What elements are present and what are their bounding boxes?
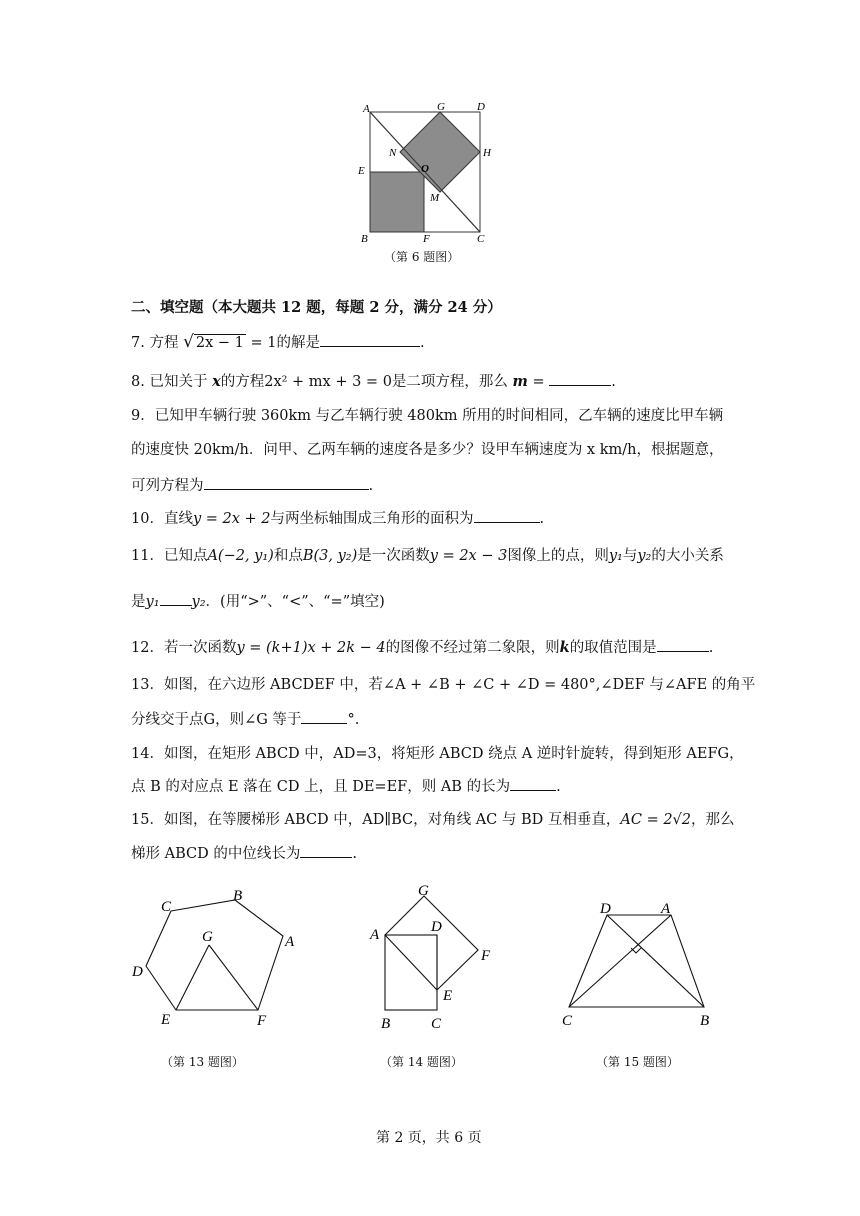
q9-answer-blank[interactable] xyxy=(204,475,369,490)
q8-num: 8. xyxy=(131,374,145,390)
q15-text-c: ，那么 xyxy=(691,812,735,828)
fig6-label-C: C xyxy=(477,233,485,245)
question-12 xyxy=(131,637,713,658)
q15-text-a: 15．如图，在等腰梯形 ABCD 中，AD∥BC，对角线 AC 与 BD 互相垂直， xyxy=(131,812,621,828)
question-15-line-1 xyxy=(131,810,735,830)
question-9-line-2: 的速度快 20km/h．问甲、乙两车辆的速度各是多少？设甲车辆速度为 x km/h，根据题意， xyxy=(131,442,724,458)
question-9-line-1: 9．已知甲车辆行驶 360km 与乙车辆行驶 480km 所用的时间相同，乙车辆的速度比甲车辆 xyxy=(131,408,724,424)
q15-answer-blank[interactable] xyxy=(300,843,352,858)
q8-text-a: 已知关于 xyxy=(149,374,208,390)
fig6-label-A: A xyxy=(363,103,370,115)
q15-ac-value: AC = 2√2 xyxy=(620,812,692,828)
figure-6-caption: （第 6 题图） xyxy=(384,250,460,264)
q10-text-b: 与两坐标轴围成三角形的面积为 xyxy=(270,511,474,527)
q12-text-b: 的图像不经过第二象限，则 xyxy=(385,640,560,656)
q13-answer-blank[interactable] xyxy=(301,709,347,724)
fig15-label-A: A xyxy=(661,901,671,917)
q8-end: . xyxy=(611,374,616,390)
fig15-label-C: C xyxy=(562,1013,573,1029)
fig6-label-F: F xyxy=(423,233,430,245)
figure-15-caption: （第 15 题图） xyxy=(596,1055,679,1069)
q11-text-b: 是一次函数 xyxy=(357,548,430,564)
q7-radical-sign: √ xyxy=(183,332,194,352)
fig13-label-F: F xyxy=(257,1013,267,1029)
fig13-label-B: B xyxy=(233,888,243,904)
q11-text-c: 图像上的点，则 xyxy=(507,548,609,564)
question-14-line-1: 14．如图，在矩形 ABCD 中，AD=3，将矩形 ABCD 绕点 A 逆时针旋转，得到矩形 AEFG， xyxy=(131,746,744,762)
fig13-label-D: D xyxy=(132,964,143,980)
question-13-line-2 xyxy=(131,709,359,730)
fig15-label-B: B xyxy=(700,1013,710,1029)
q11-text-d: 的大小关系 xyxy=(651,548,724,564)
fig14-label-D: D xyxy=(431,919,442,935)
q7-text-b: = 1的解是 xyxy=(250,335,320,351)
q7-end: . xyxy=(420,335,425,351)
q13-text-l2: 分线交于点G，则∠G 等于 xyxy=(131,712,302,728)
fig14-label-G: G xyxy=(418,883,429,899)
q14-end: . xyxy=(556,779,561,795)
q11-l2-y2: y₂ xyxy=(191,594,206,610)
page-footer: 第 2 页，共 6 页 xyxy=(376,1130,482,1146)
fig13-label-A: A xyxy=(285,934,295,950)
fig6-label-E: E xyxy=(358,165,365,177)
q11-y2: y₂ xyxy=(637,548,652,564)
fig6-label-D: D xyxy=(477,101,485,113)
figure-13 xyxy=(125,880,315,1030)
figure-6 xyxy=(355,100,505,245)
q15-text-l2: 梯形 ABCD 的中位线长为 xyxy=(131,846,301,862)
fig6-label-B: B xyxy=(361,233,368,245)
q9-text-l3: 可列方程为 xyxy=(131,478,204,494)
question-15-line-2 xyxy=(131,843,357,864)
q12-k: k xyxy=(559,639,570,656)
q11-point-B: B(3, y₂) xyxy=(302,548,358,564)
q7-answer-blank[interactable] xyxy=(320,332,420,347)
q12-answer-blank[interactable] xyxy=(657,637,709,652)
q9-end: . xyxy=(368,478,374,494)
fig6-label-G: G xyxy=(437,101,445,113)
question-13-line-1: 13．如图，在六边形 ABCDEF 中，若∠A + ∠B + ∠C + ∠D = 480°,∠DEF 与∠AFE 的角平 xyxy=(131,677,756,693)
fig6-label-H: H xyxy=(483,147,491,159)
q14-text-l2: 点 B 的对应点 E 落在 CD 上，且 DE=EF，则 AB 的长为 xyxy=(131,779,511,795)
figure-15 xyxy=(555,895,720,1035)
q10-answer-blank[interactable] xyxy=(474,508,540,523)
fig6-label-O: O xyxy=(421,163,429,175)
fig13-label-G: G xyxy=(202,929,213,945)
q12-expr: y = (k+1)x + 2k − 4 xyxy=(236,640,386,656)
q14-answer-blank[interactable] xyxy=(510,776,556,791)
q10-text-a: 10．直线 xyxy=(131,511,193,527)
q12-text-a: 12．若一次函数 xyxy=(131,640,237,656)
fig14-label-B: B xyxy=(381,1016,391,1032)
question-11-line-1 xyxy=(131,546,724,566)
q11-expr: y = 2x − 3 xyxy=(429,548,508,564)
figure-14-caption: （第 14 题图） xyxy=(380,1055,463,1069)
q11-answer-blank[interactable] xyxy=(160,591,192,606)
q11-point-A: A(−2, y₁) xyxy=(207,548,274,564)
q8-x: x xyxy=(212,373,221,390)
fig14-label-F: F xyxy=(481,948,491,964)
figure-14 xyxy=(365,878,505,1036)
fig15-label-D: D xyxy=(600,901,611,917)
q12-end: . xyxy=(708,640,714,656)
q11-l2-a: 是 xyxy=(131,594,146,610)
q10-expr: y = 2x + 2 xyxy=(192,511,271,527)
q11-y1: y₁ xyxy=(608,548,623,564)
q8-text-c: = xyxy=(527,374,545,390)
fig14-label-E: E xyxy=(443,988,453,1004)
section-title: 二、填空题（本大题共 12 题，每题 2 分，满分 24 分） xyxy=(131,299,502,316)
q11-l2-y1: y₁ xyxy=(145,594,160,610)
question-8 xyxy=(131,371,616,392)
q8-answer-blank[interactable] xyxy=(549,371,611,386)
q13-end: °. xyxy=(347,712,360,728)
q7-text-a: 方程 xyxy=(149,335,179,351)
q12-text-c: 的取值范围是 xyxy=(569,640,657,656)
q11-and: 和点 xyxy=(273,548,303,564)
question-14-line-2 xyxy=(131,776,561,797)
fig14-label-A: A xyxy=(370,927,380,943)
q8-m: m xyxy=(512,373,528,390)
q11-with: 与 xyxy=(622,548,638,564)
q7-num: 7. xyxy=(131,335,145,351)
fig13-label-C: C xyxy=(161,899,172,915)
q11-l2-b: ．(用“>”、“<”、“=”填空) xyxy=(205,594,385,610)
question-11-line-2 xyxy=(131,591,385,612)
question-10 xyxy=(131,508,544,529)
figure-13-caption: （第 13 题图） xyxy=(161,1055,244,1069)
fig6-label-N: N xyxy=(389,147,397,159)
fig14-label-C: C xyxy=(431,1016,442,1032)
q10-end: . xyxy=(539,511,545,527)
question-7 xyxy=(131,332,425,353)
q7-radicand: 2x − 1 xyxy=(195,335,244,351)
q8-text-b: 的方程2x² + mx + 3 = 0是二项方程，那么 xyxy=(220,374,508,390)
fig13-label-E: E xyxy=(161,1012,171,1028)
fig6-label-M: M xyxy=(430,192,440,204)
q11-text-a: 11．已知点 xyxy=(131,548,208,564)
q15-end: . xyxy=(352,846,357,862)
question-9-line-3 xyxy=(131,475,373,496)
